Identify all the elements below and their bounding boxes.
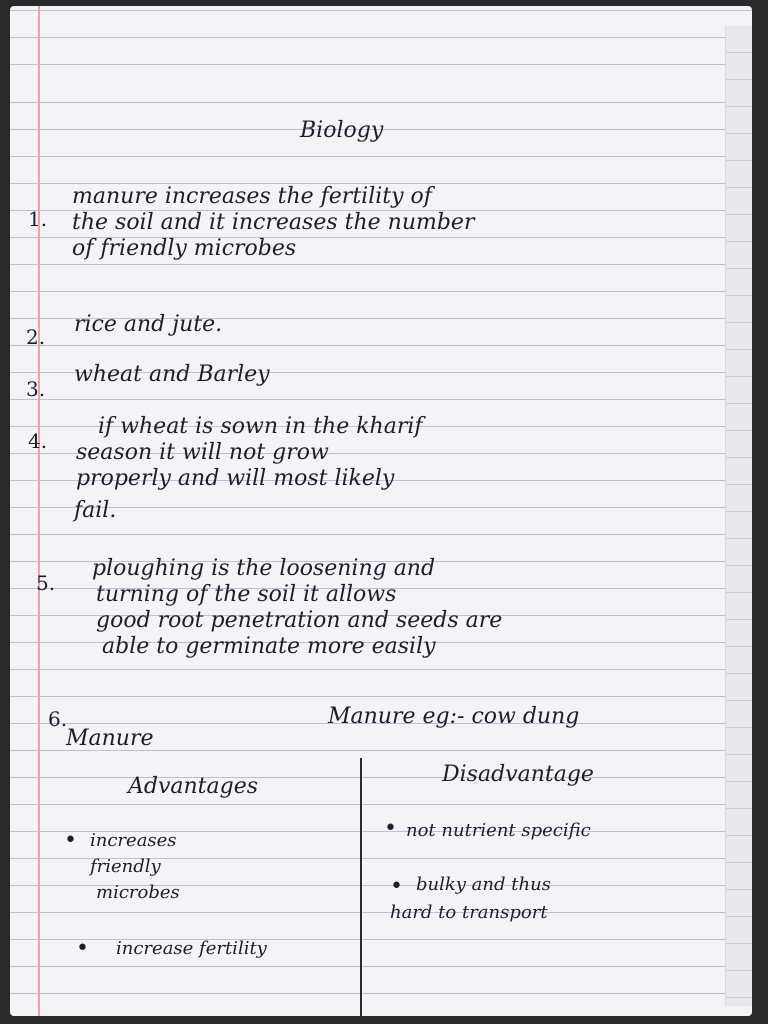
q4-line-1: if wheat is sown in the kharif <box>98 414 423 439</box>
notebook-page <box>10 6 752 1016</box>
q5-line-4: able to germinate more easily <box>102 634 436 659</box>
q5-line-1: ploughing is the loosening and <box>92 556 436 581</box>
q4-line-2: season it will not grow <box>76 440 329 465</box>
list-bullet: • <box>384 816 397 841</box>
advantage-1-line-3: microbes <box>96 882 180 903</box>
page-title: Biology <box>300 118 384 143</box>
q1-number: 1. <box>28 207 48 231</box>
q2-number: 2. <box>26 325 46 349</box>
q2-answer: rice and jute. <box>74 312 223 337</box>
advantage-1-line-2: friendly <box>90 856 161 877</box>
disadvantage-1: not nutrient specific <box>406 820 591 841</box>
q1-line-2: the soil and it increases the number <box>72 210 475 235</box>
list-bullet: • <box>64 828 77 853</box>
advantages-title: Advantages <box>128 774 259 799</box>
disadvantages-title: Disadvantage <box>442 762 594 787</box>
disadvantage-2-line-1: bulky and thus <box>416 874 551 895</box>
q5-line-3: good root penetration and seeds are <box>96 608 503 633</box>
list-bullet: • <box>76 936 89 961</box>
q3-answer: wheat and Barley <box>74 362 270 387</box>
q1-line-1: manure increases the fertility of <box>72 184 432 209</box>
q5-line-2: turning of the soil it allows <box>96 582 397 607</box>
table-divider <box>360 758 362 1016</box>
q6-heading-right: Manure eg:- cow dung <box>328 704 580 729</box>
margin-line <box>38 6 40 1016</box>
list-bullet: • <box>390 874 403 899</box>
q1-line-3: of friendly microbes <box>72 236 297 261</box>
q4-line-3: properly and will most likely <box>76 466 395 491</box>
q6-heading-left: Manure <box>66 726 154 751</box>
advantage-1-line-1: increases <box>90 830 177 851</box>
q5-number: 5. <box>36 571 56 595</box>
q3-number: 3. <box>26 377 46 401</box>
disadvantage-2-line-2: hard to transport <box>390 902 548 923</box>
q4-line-4: fail. <box>74 498 117 523</box>
q6-number: 6. <box>48 707 68 731</box>
page-edge-strip <box>725 26 752 1006</box>
q4-number: 4. <box>28 429 48 453</box>
advantage-2: increase fertility <box>116 938 267 959</box>
